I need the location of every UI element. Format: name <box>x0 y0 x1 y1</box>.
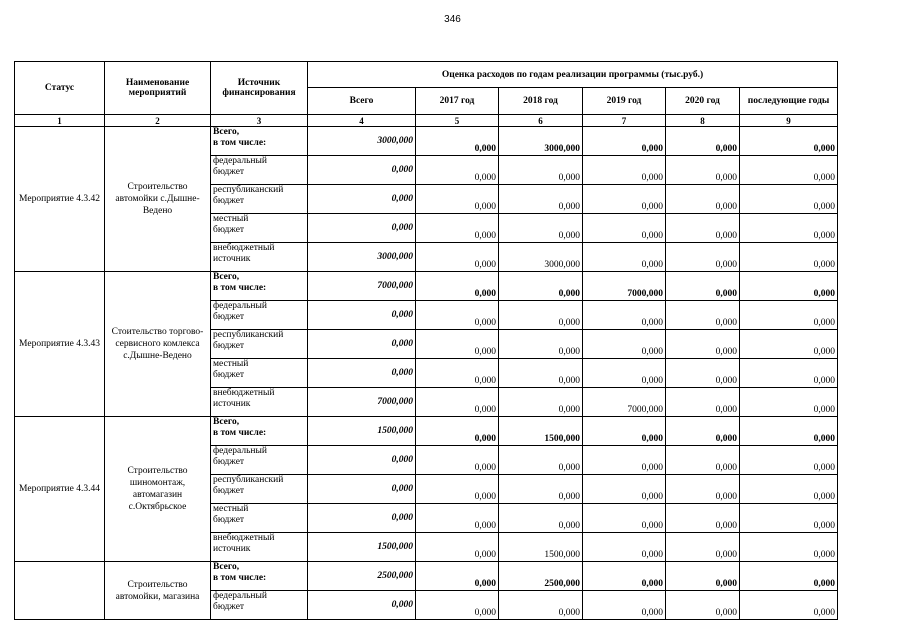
page-number: 346 <box>444 14 461 25</box>
total-value: 0,000 <box>308 359 416 388</box>
total-value: 7000,000 <box>308 388 416 417</box>
year-value: 0,000 <box>499 185 583 214</box>
table-body <box>15 127 838 620</box>
column-number: 9 <box>740 115 838 127</box>
funding-source: республиканский бюджет <box>211 185 308 214</box>
total-value: 0,000 <box>308 301 416 330</box>
year-value: 0,000 <box>583 446 666 475</box>
year-value: 0,000 <box>416 533 499 562</box>
total-value: 1500,000 <box>308 417 416 446</box>
year-value: 0,000 <box>583 417 666 446</box>
column-number: 3 <box>211 115 308 127</box>
funding-source: местный бюджет <box>211 214 308 243</box>
year-value: 0,000 <box>416 359 499 388</box>
year-value: 0,000 <box>499 330 583 359</box>
year-value: 0,000 <box>740 388 838 417</box>
year-value: 0,000 <box>666 243 740 272</box>
header-later: последующие годы <box>740 88 838 115</box>
year-value: 0,000 <box>583 591 666 620</box>
header-status: Статус <box>15 62 105 115</box>
year-value: 0,000 <box>583 156 666 185</box>
year-value: 0,000 <box>666 330 740 359</box>
funding-source: республиканский бюджет <box>211 330 308 359</box>
funding-source: федеральный бюджет <box>211 446 308 475</box>
year-value: 0,000 <box>499 214 583 243</box>
activity-name: Строительство шиномонтаж, автомагазин с.Октябрьское <box>105 417 211 562</box>
year-value: 0,000 <box>740 475 838 504</box>
column-number: 1 <box>15 115 105 127</box>
table-row <box>15 417 838 446</box>
activity-status <box>15 562 105 620</box>
year-value: 0,000 <box>666 562 740 591</box>
year-value: 0,000 <box>740 214 838 243</box>
activity-status: Мероприятие 4.3.43 <box>15 272 105 417</box>
table-row <box>15 562 838 591</box>
year-value: 0,000 <box>583 185 666 214</box>
year-value: 0,000 <box>416 591 499 620</box>
year-value: 0,000 <box>740 185 838 214</box>
total-value: 0,000 <box>308 330 416 359</box>
year-value: 0,000 <box>583 504 666 533</box>
total-value: 3000,000 <box>308 243 416 272</box>
year-value: 0,000 <box>416 388 499 417</box>
year-value: 0,000 <box>740 504 838 533</box>
year-value: 0,000 <box>583 475 666 504</box>
year-value: 0,000 <box>666 475 740 504</box>
year-value: 0,000 <box>740 243 838 272</box>
year-value: 0,000 <box>499 591 583 620</box>
funding-source: федеральный бюджет <box>211 301 308 330</box>
year-value: 0,000 <box>666 417 740 446</box>
header-2019: 2019 год <box>583 88 666 115</box>
year-value: 0,000 <box>416 214 499 243</box>
year-value: 0,000 <box>666 359 740 388</box>
funding-source: Всего, в том числе: <box>211 417 308 446</box>
year-value: 7000,000 <box>583 388 666 417</box>
total-value: 3000,000 <box>308 127 416 156</box>
activity-name: Стоительство торгово-сервисного комлекса с.Дышне-Ведено <box>105 272 211 417</box>
year-value: 0,000 <box>666 388 740 417</box>
year-value: 0,000 <box>499 475 583 504</box>
budget-table-container <box>14 61 837 618</box>
year-value: 0,000 <box>416 185 499 214</box>
year-value: 0,000 <box>583 533 666 562</box>
column-number: 8 <box>666 115 740 127</box>
header-2018: 2018 год <box>499 88 583 115</box>
table-row <box>15 127 838 156</box>
total-value: 0,000 <box>308 504 416 533</box>
year-value: 3000,000 <box>499 127 583 156</box>
activity-status: Мероприятие 4.3.42 <box>15 127 105 272</box>
header-total: Всего <box>308 88 416 115</box>
year-value: 0,000 <box>666 446 740 475</box>
year-value: 0,000 <box>416 417 499 446</box>
year-value: 0,000 <box>416 243 499 272</box>
year-value: 0,000 <box>740 127 838 156</box>
year-value: 0,000 <box>416 301 499 330</box>
year-value: 0,000 <box>499 388 583 417</box>
year-value: 0,000 <box>740 301 838 330</box>
year-value: 0,000 <box>499 359 583 388</box>
header-2017: 2017 год <box>416 88 499 115</box>
header-estimate: Оценка расходов по годам реализации программы (тыс.руб.) <box>308 62 838 88</box>
year-value: 0,000 <box>416 127 499 156</box>
year-value: 0,000 <box>583 330 666 359</box>
funding-source: федеральный бюджет <box>211 156 308 185</box>
year-value: 0,000 <box>499 156 583 185</box>
year-value: 0,000 <box>416 330 499 359</box>
year-value: 0,000 <box>416 272 499 301</box>
year-value: 0,000 <box>499 301 583 330</box>
year-value: 0,000 <box>416 156 499 185</box>
year-value: 0,000 <box>583 243 666 272</box>
year-value: 0,000 <box>666 591 740 620</box>
column-number: 4 <box>308 115 416 127</box>
funding-source: внебюджетный источник <box>211 243 308 272</box>
funding-source: внебюджетный источник <box>211 533 308 562</box>
header-2020: 2020 год <box>666 88 740 115</box>
year-value: 0,000 <box>740 562 838 591</box>
total-value: 1500,000 <box>308 533 416 562</box>
year-value: 0,000 <box>740 591 838 620</box>
year-value: 0,000 <box>740 417 838 446</box>
year-value: 7000,000 <box>583 272 666 301</box>
year-value: 0,000 <box>666 272 740 301</box>
total-value: 7000,000 <box>308 272 416 301</box>
column-number: 5 <box>416 115 499 127</box>
year-value: 0,000 <box>499 446 583 475</box>
total-value: 0,000 <box>308 475 416 504</box>
column-number: 7 <box>583 115 666 127</box>
year-value: 0,000 <box>499 504 583 533</box>
header-name: Наименование мероприятий <box>105 62 211 115</box>
header-source: Источник финансирования <box>211 62 308 115</box>
year-value: 2500,000 <box>499 562 583 591</box>
year-value: 1500,000 <box>499 417 583 446</box>
year-value: 0,000 <box>583 359 666 388</box>
year-value: 0,000 <box>740 533 838 562</box>
year-value: 0,000 <box>416 446 499 475</box>
total-value: 0,000 <box>308 591 416 620</box>
funding-source: Всего, в том числе: <box>211 272 308 301</box>
activity-name: Строительство автомойки с.Дышне-Ведено <box>105 127 211 272</box>
column-number: 6 <box>499 115 583 127</box>
activity-name: Строительство автомойки, магазина <box>105 562 211 620</box>
funding-source: федеральный бюджет <box>211 591 308 620</box>
year-value: 0,000 <box>583 214 666 243</box>
total-value: 0,000 <box>308 185 416 214</box>
year-value: 0,000 <box>666 533 740 562</box>
total-value: 0,000 <box>308 446 416 475</box>
activity-status: Мероприятие 4.3.44 <box>15 417 105 562</box>
year-value: 0,000 <box>416 504 499 533</box>
funding-source: внебюджетный источник <box>211 388 308 417</box>
year-value: 0,000 <box>499 272 583 301</box>
table-row <box>15 272 838 301</box>
funding-source: местный бюджет <box>211 359 308 388</box>
year-value: 0,000 <box>666 127 740 156</box>
year-value: 0,000 <box>740 272 838 301</box>
budget-table <box>14 61 838 620</box>
year-value: 0,000 <box>666 214 740 243</box>
total-value: 2500,000 <box>308 562 416 591</box>
year-value: 0,000 <box>666 185 740 214</box>
year-value: 1500,000 <box>499 533 583 562</box>
year-value: 0,000 <box>666 156 740 185</box>
total-value: 0,000 <box>308 156 416 185</box>
year-value: 0,000 <box>583 562 666 591</box>
column-number-row <box>15 115 838 127</box>
year-value: 0,000 <box>666 301 740 330</box>
year-value: 0,000 <box>583 127 666 156</box>
year-value: 0,000 <box>740 330 838 359</box>
year-value: 0,000 <box>740 446 838 475</box>
year-value: 0,000 <box>416 562 499 591</box>
funding-source: местный бюджет <box>211 504 308 533</box>
year-value: 0,000 <box>666 504 740 533</box>
year-value: 3000,000 <box>499 243 583 272</box>
funding-source: Всего, в том числе: <box>211 127 308 156</box>
year-value: 0,000 <box>416 475 499 504</box>
year-value: 0,000 <box>740 359 838 388</box>
column-number: 2 <box>105 115 211 127</box>
funding-source: республиканский бюджет <box>211 475 308 504</box>
year-value: 0,000 <box>583 301 666 330</box>
total-value: 0,000 <box>308 214 416 243</box>
funding-source: Всего, в том числе: <box>211 562 308 591</box>
year-value: 0,000 <box>740 156 838 185</box>
